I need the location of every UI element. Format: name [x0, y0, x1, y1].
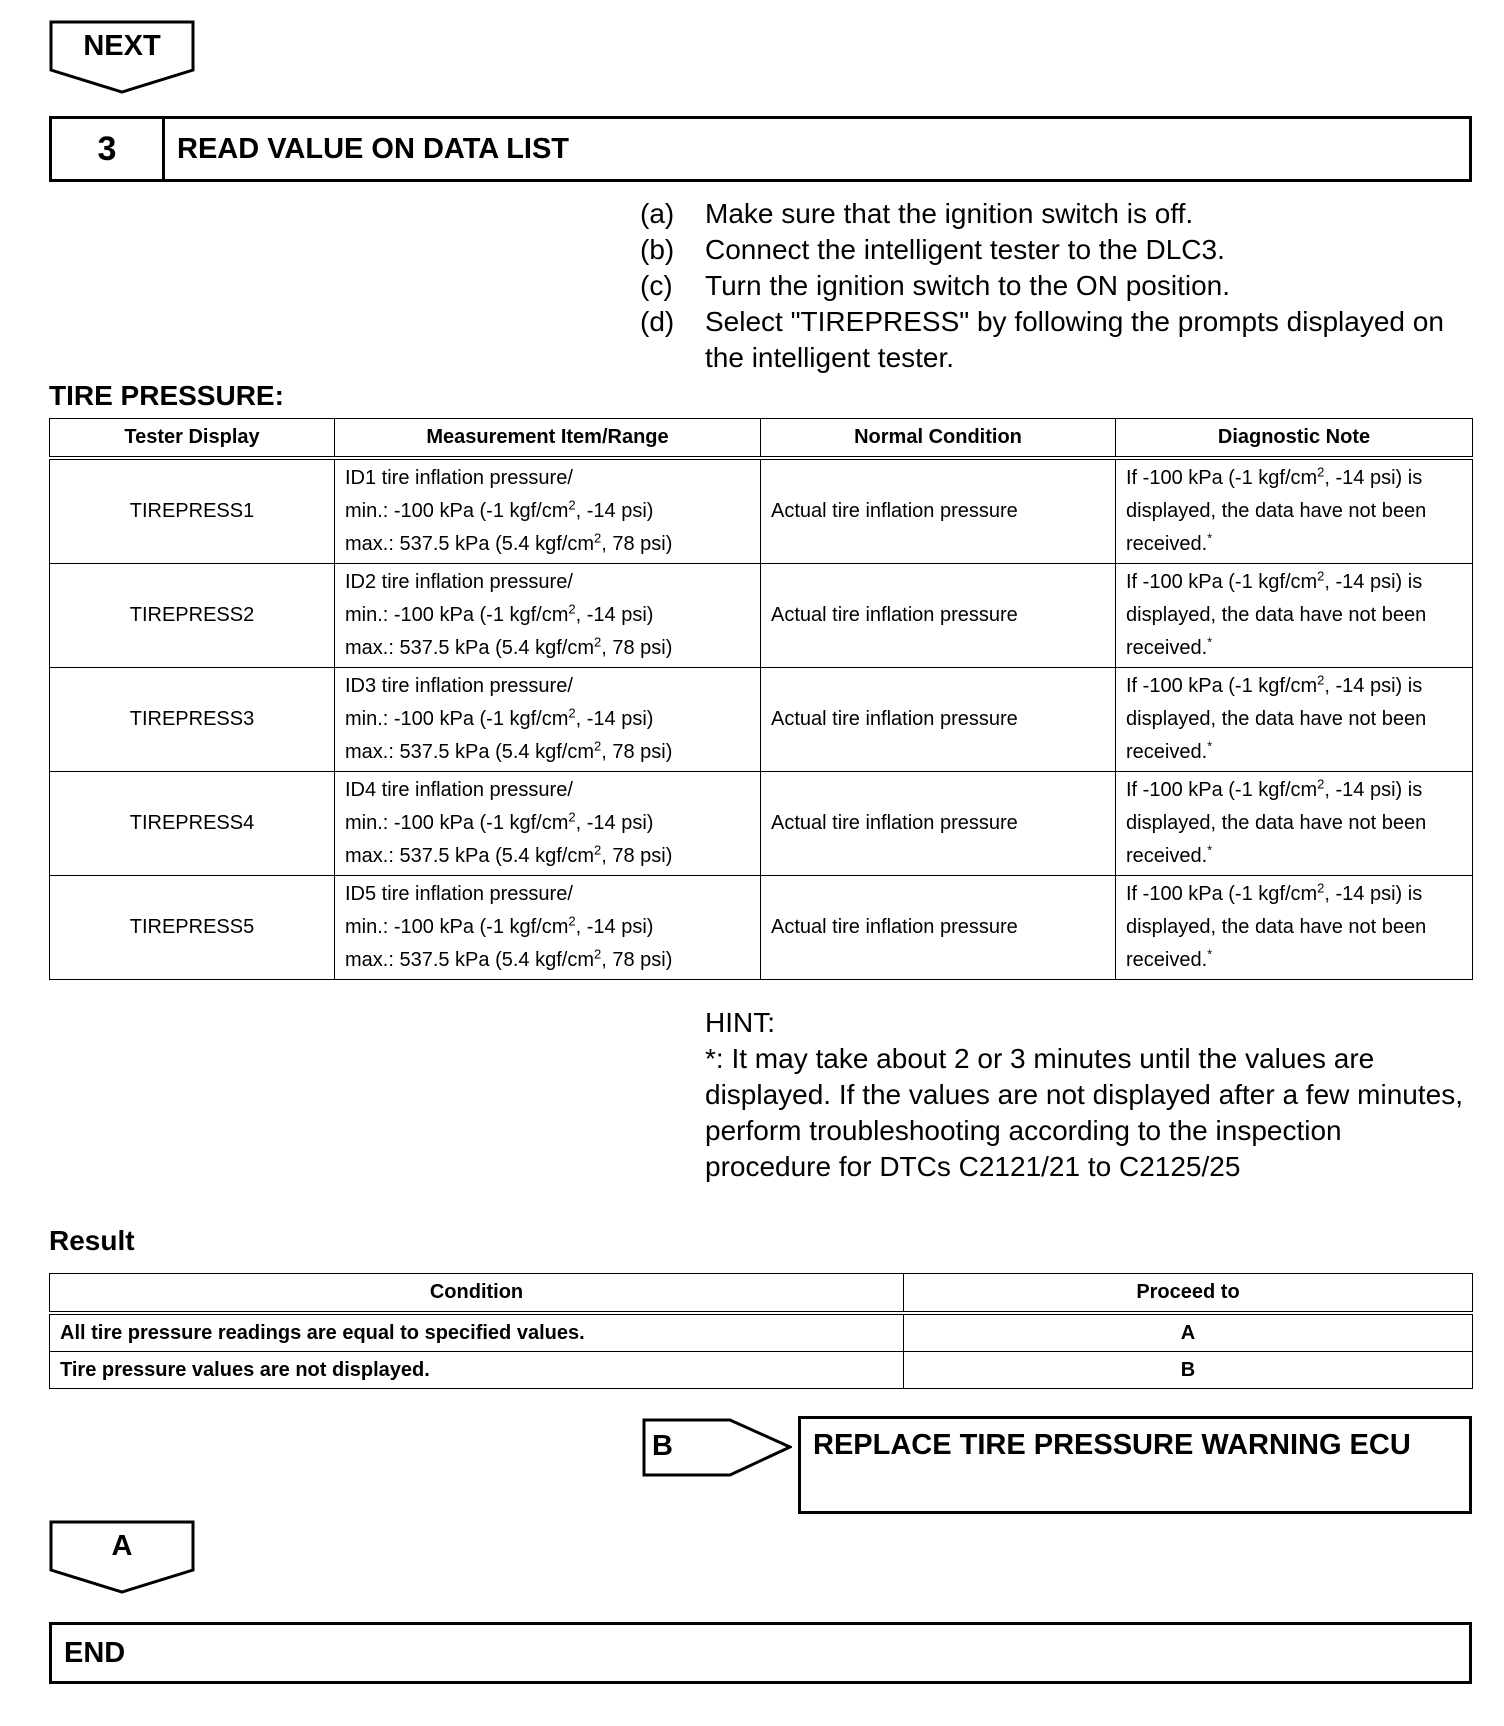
- measurement-min-text: , -14 psi): [575, 500, 654, 522]
- replace-ecu-box: REPLACE TIRE PRESSURE WARNING ECU: [798, 1416, 1472, 1514]
- instruction-text: Select "TIREPRESS" by following the prompts displayed on the intelligent tester.: [705, 306, 1444, 373]
- superscript-two: 2: [1317, 880, 1325, 896]
- measurement-max-text: max.: 537.5 kPa (5.4 kgf/cm: [345, 949, 594, 971]
- measurement-item-cell: [335, 876, 761, 980]
- measurement-item-cell: [335, 668, 761, 772]
- instruction-text: Turn the ignition switch to the ON position.: [705, 270, 1230, 301]
- asterisk-mark: *: [1207, 634, 1213, 650]
- superscript-two: 2: [568, 913, 576, 929]
- header-diagnostic-note: Diagnostic Note: [1116, 419, 1473, 459]
- measurement-item-cell: [335, 458, 761, 564]
- measurement-item-line: ID4 tire inflation pressure/: [345, 779, 573, 801]
- result-heading: Result: [49, 1225, 135, 1256]
- asterisk-mark: *: [1207, 842, 1213, 858]
- measurement-max-text: max.: 537.5 kPa (5.4 kgf/cm: [345, 845, 594, 867]
- measurement-item-line: ID1 tire inflation pressure/: [345, 467, 573, 489]
- condition-cell: All tire pressure readings are equal to specified values.: [50, 1313, 904, 1352]
- superscript-two: 2: [1317, 776, 1325, 792]
- measurement-min-line: [345, 599, 750, 632]
- measurement-item-line: ID3 tire inflation pressure/: [345, 675, 573, 697]
- diagnostic-note-line: [1126, 944, 1462, 977]
- measurement-max-line: [345, 944, 750, 977]
- diagnostic-note-line: [1126, 736, 1462, 769]
- branch-b-label: B: [652, 1430, 673, 1462]
- end-box: END: [49, 1622, 1472, 1684]
- table-row: [50, 668, 1473, 772]
- superscript-two: 2: [594, 738, 602, 754]
- diagnostic-note-line: [1126, 632, 1462, 665]
- diagnostic-note-text: If -100 kPa (-1 kgf/cm: [1126, 467, 1318, 489]
- diagnostic-note-text: , -14 psi) is: [1324, 779, 1423, 801]
- header-measurement-item: Measurement Item/Range: [335, 419, 761, 459]
- measurement-min-text: , -14 psi): [575, 812, 654, 834]
- measurement-min-text: min.: -100 kPa (-1 kgf/cm: [345, 812, 569, 834]
- result-table: [49, 1273, 1473, 1389]
- hint-label: HINT:: [705, 1007, 775, 1038]
- diagnostic-note-line: [1126, 566, 1462, 599]
- diagnostic-note-text: received.: [1126, 741, 1208, 763]
- measurement-min-line: [345, 911, 750, 944]
- table-row: [50, 1313, 1473, 1352]
- measurement-max-text: , 78 psi): [601, 741, 673, 763]
- superscript-two: 2: [1317, 464, 1325, 480]
- diagnostic-note-line: [1126, 840, 1462, 873]
- diagnostic-note-cell: [1116, 668, 1473, 772]
- measurement-min-text: min.: -100 kPa (-1 kgf/cm: [345, 500, 569, 522]
- diagnostic-note-text: , -14 psi) is: [1324, 467, 1423, 489]
- measurement-min-text: , -14 psi): [575, 916, 654, 938]
- instruction-letter: (c): [640, 270, 673, 301]
- tester-display-cell: TIREPRESS4: [50, 772, 335, 876]
- measurement-max-line: [345, 632, 750, 665]
- superscript-two: 2: [568, 601, 576, 617]
- tester-display-cell: TIREPRESS3: [50, 668, 335, 772]
- superscript-two: 2: [1317, 672, 1325, 688]
- instruction-list: [640, 196, 1470, 376]
- measurement-min-text: , -14 psi): [575, 604, 654, 626]
- normal-condition-cell: Actual tire inflation pressure: [761, 876, 1116, 980]
- measurement-min-line: [345, 495, 750, 528]
- diagnostic-note-line: displayed, the data have not been: [1126, 604, 1427, 626]
- diagnostic-note-line: displayed, the data have not been: [1126, 916, 1427, 938]
- proceed-cell: B: [904, 1352, 1473, 1389]
- diagnostic-note-cell: [1116, 876, 1473, 980]
- tire-pressure-heading: TIRE PRESSURE:: [49, 380, 284, 411]
- diagnostic-note-text: received.: [1126, 533, 1208, 555]
- superscript-two: 2: [568, 497, 576, 513]
- asterisk-mark: *: [1207, 530, 1213, 546]
- tester-display-cell: TIREPRESS1: [50, 458, 335, 564]
- measurement-min-line: [345, 807, 750, 840]
- measurement-max-text: max.: 537.5 kPa (5.4 kgf/cm: [345, 741, 594, 763]
- diagnostic-note-text: , -14 psi) is: [1324, 883, 1423, 905]
- measurement-min-text: min.: -100 kPa (-1 kgf/cm: [345, 916, 569, 938]
- table-row: [50, 458, 1473, 564]
- diagnostic-note-text: , -14 psi) is: [1324, 675, 1423, 697]
- hint-text: *: It may take about 2 or 3 minutes until the values are displayed. If the values are not displayed after a few minutes, perform troubleshooting according to the inspection procedure for DTCs C2121/21 to C2125/25: [705, 1043, 1463, 1182]
- diagnostic-note-cell: [1116, 564, 1473, 668]
- diagnostic-note-text: received.: [1126, 845, 1208, 867]
- normal-condition-cell: Actual tire inflation pressure: [761, 668, 1116, 772]
- table-row: [50, 876, 1473, 980]
- asterisk-mark: *: [1207, 738, 1213, 754]
- measurement-min-text: min.: -100 kPa (-1 kgf/cm: [345, 708, 569, 730]
- diagnostic-note-line: [1126, 528, 1462, 561]
- measurement-max-text: , 78 psi): [601, 637, 673, 659]
- instruction-letter: (d): [640, 306, 675, 337]
- instruction-letter: (a): [640, 198, 675, 229]
- header-proceed-to: Proceed to: [904, 1274, 1473, 1314]
- diagnostic-note-line: [1126, 462, 1462, 495]
- diagnostic-note-text: received.: [1126, 637, 1208, 659]
- instruction-letter: (b): [640, 234, 675, 265]
- diagnostic-note-line: [1126, 774, 1462, 807]
- diagnostic-note-line: [1126, 878, 1462, 911]
- asterisk-mark: *: [1207, 946, 1213, 962]
- tester-display-cell: TIREPRESS5: [50, 876, 335, 980]
- superscript-two: 2: [1317, 568, 1325, 584]
- table-row: [50, 564, 1473, 668]
- proceed-cell: A: [904, 1313, 1473, 1352]
- superscript-two: 2: [594, 842, 602, 858]
- condition-cell: Tire pressure values are not displayed.: [50, 1352, 904, 1389]
- table-header-row: [50, 1274, 1473, 1314]
- normal-condition-cell: Actual tire inflation pressure: [761, 564, 1116, 668]
- measurement-item-line: ID2 tire inflation pressure/: [345, 571, 573, 593]
- diagnostic-note-line: displayed, the data have not been: [1126, 708, 1427, 730]
- step-title: READ VALUE ON DATA LIST: [177, 132, 570, 165]
- superscript-two: 2: [594, 530, 602, 546]
- normal-condition-cell: Actual tire inflation pressure: [761, 458, 1116, 564]
- branch-a-arrow: [49, 1520, 195, 1594]
- normal-condition-cell: Actual tire inflation pressure: [761, 772, 1116, 876]
- superscript-two: 2: [594, 946, 602, 962]
- measurement-max-text: , 78 psi): [601, 533, 673, 555]
- header-normal-condition: Normal Condition: [761, 419, 1116, 459]
- measurement-max-line: [345, 736, 750, 769]
- header-condition: Condition: [50, 1274, 904, 1314]
- measurement-max-line: [345, 528, 750, 561]
- branch-a-label: A: [111, 1530, 133, 1562]
- measurement-item-cell: [335, 772, 761, 876]
- step-header: [49, 116, 1472, 182]
- measurement-max-line: [345, 840, 750, 873]
- superscript-two: 2: [568, 809, 576, 825]
- hint-block: [705, 1005, 1475, 1185]
- superscript-two: 2: [568, 705, 576, 721]
- measurement-item-cell: [335, 564, 761, 668]
- diagnostic-note-text: If -100 kPa (-1 kgf/cm: [1126, 675, 1318, 697]
- measurement-max-text: , 78 psi): [601, 949, 673, 971]
- measurement-item-line: ID5 tire inflation pressure/: [345, 883, 573, 905]
- table-row: [50, 772, 1473, 876]
- branch-b-arrow: [642, 1418, 792, 1478]
- next-arrow: [49, 20, 195, 94]
- measurement-min-text: , -14 psi): [575, 708, 654, 730]
- tire-pressure-table: [49, 418, 1473, 980]
- table-header-row: [50, 419, 1473, 459]
- measurement-max-text: , 78 psi): [601, 845, 673, 867]
- instruction-text: Connect the intelligent tester to the DLC3.: [705, 234, 1225, 265]
- diagnostic-note-text: If -100 kPa (-1 kgf/cm: [1126, 571, 1318, 593]
- measurement-min-line: [345, 703, 750, 736]
- instruction-item: [640, 304, 1470, 376]
- diagnostic-note-text: received.: [1126, 949, 1208, 971]
- diagnostic-note-text: If -100 kPa (-1 kgf/cm: [1126, 779, 1318, 801]
- diagnostic-note-text: , -14 psi) is: [1324, 571, 1423, 593]
- superscript-two: 2: [594, 634, 602, 650]
- diagnostic-note-text: If -100 kPa (-1 kgf/cm: [1126, 883, 1318, 905]
- diagnostic-note-cell: [1116, 458, 1473, 564]
- header-tester-display: Tester Display: [50, 419, 335, 459]
- next-label: NEXT: [83, 30, 161, 62]
- diagnostic-note-line: [1126, 670, 1462, 703]
- table-row: [50, 1352, 1473, 1389]
- instruction-item: [640, 196, 1470, 232]
- tester-display-cell: TIREPRESS2: [50, 564, 335, 668]
- measurement-min-text: min.: -100 kPa (-1 kgf/cm: [345, 604, 569, 626]
- instruction-text: Make sure that the ignition switch is off.: [705, 198, 1194, 229]
- measurement-max-text: max.: 537.5 kPa (5.4 kgf/cm: [345, 533, 594, 555]
- step-number: 3: [52, 119, 165, 179]
- instruction-item: [640, 232, 1470, 268]
- diagnostic-note-line: displayed, the data have not been: [1126, 812, 1427, 834]
- measurement-max-text: max.: 537.5 kPa (5.4 kgf/cm: [345, 637, 594, 659]
- diagnostic-note-cell: [1116, 772, 1473, 876]
- diagnostic-note-line: displayed, the data have not been: [1126, 500, 1427, 522]
- instruction-item: [640, 268, 1470, 304]
